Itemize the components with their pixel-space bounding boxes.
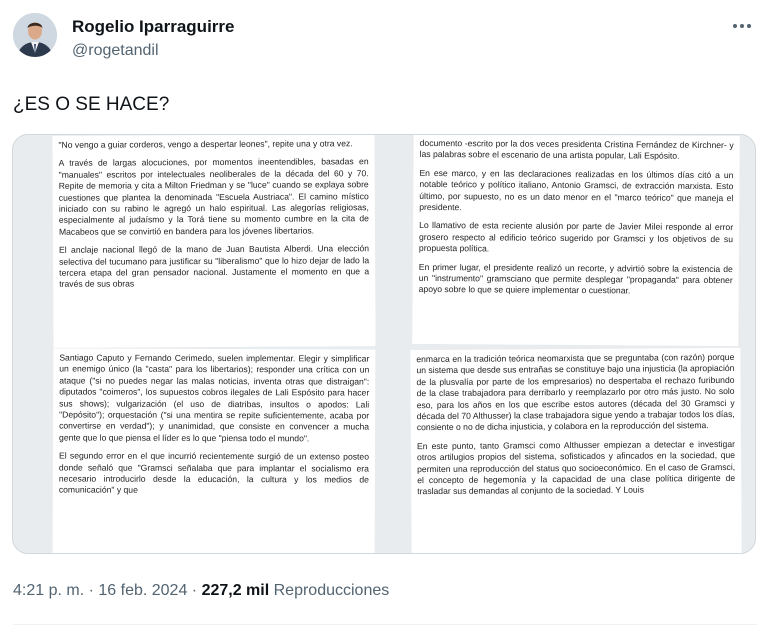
tweet-date[interactable]: 16 feb. 2024 [98,582,188,599]
newspaper-clipping-4 [410,348,741,554]
newspaper-clipping-1 [52,134,375,348]
avatar[interactable] [13,13,57,57]
author-handle[interactable]: @rogetandil [72,42,159,59]
clipping-paragraph: En ese marco, y en las declaraciones realizadas en los últimos días citó a un notable teórico y político italiano, Antonio Gramsci, de extracción marxista. Esto último, por supuesto, no es un dato menor en el "marco teórico" que maneja el presidente. [419,167,734,213]
clipping-paragraph: En este punto, tanto Gramsci como Althusser empiezan a detectar e investigar otros artilugios propios del sistema, sofisticados y afincados en la sociedad, que permiten una reproducción del status quo socioeconómico. En el caso de Gramsci, el concepto de hegemonía y la capacidad de una clase política dirigente de trasladar sus demandas al conjunto de la sociedad. Y Louis [416,438,736,497]
avatar-image [13,13,57,57]
more-horizontal-icon[interactable] [728,14,756,38]
clipping-paragraph: A través de largas alocuciones, por momentos ineentendibles, basadas en "manuales" escritos por intelectuales neoliberales de la década del 60 y 70. Repite de memoria y cita a Milton Friedman y se "luce" cuando se explaya sobre cuestiones que plantea la denominada "Escuela Austriaca". El camino místico iniciado con su rabino le agregó un halo espiritual. Las alegorías religiosas, especialmente al judaísmo y la Torá tiene su momento cumbre en la cita de Macabeos que se convirtió en bandera para los jóvenes libertarios. [58,156,369,237]
clipping-paragraph: "No vengo a guiar corderos, vengo a despertar leones", repite una y otra vez. [58,138,353,150]
clipping-paragraph: Lo llamativo de esta reciente alusión por parte de Javier Milei responde al error grosero respecto al edificio teórico sugerido por Gramsci y los objetivos de su propuesta política. [418,220,734,254]
newspaper-clipping-3 [53,348,376,554]
clipping-paragraph: En primer lugar, el presidente realizó un recorte, y advirtió sobre la existencia de un "instrumento" gramsciano que permite desplegar "propaganda" para obtener apoyo sobre lo que se quiere implementar o cuestionar. [418,261,733,296]
clipping-paragraph: documento -escrito por la dos veces presidenta Cristina Fernández de Kirchner- y las palabras sobre el escenario de una artista popular, Lali Espósito. [419,137,734,162]
tweet-text: ¿ES O SE HACE? [13,94,170,115]
views-label: Reproducciones [269,582,390,599]
tweet-metadata [13,580,389,602]
separator: · [187,582,202,599]
separator: · [84,582,99,599]
clipping-paragraph: El segundo error en el que incurrió recientemente surgió de un extenso posteo donde señaló que "Gramsci señalaba que para implantar el socialismo era necesario introducirlo desde la educación, la cultura y los medios de comunicación" y que [58,450,370,496]
clipping-paragraph: Santiago Caputo y Fernando Cerimedo, suelen implementar. Elegir y simplificar un enemigo único (la "casta" para los libertarios); responder una crítica con un ataque ("si no puedes negar las malas noticias, inventa otras que distraigan": diputados "coimeros", los supuestos cobros ilegales de Lali Espósito para hacer sus shows); vulgarización (el uso de diatribas, insultos o apodos: Lali "Depósito"); orquestación ("si una mentira se repite suficientemente, acaba por convertirse en verdad"); y unanimidad, que consiste en convencer a mucha gente que lo que piensa el líder es lo que "piensa todo el mundo". [59,352,370,444]
views-count: 227,2 mil [201,582,270,599]
clipping-paragraph: enmarca en la tradición teórica neomarxista que se preguntaba (con razón) porque un sistema que desde sus entrañas se constituye bajo una injusticia (la apropiación de la plusvalía por parte de los empresarios) no despertaba el rechazo furibundo de la clase trabajadora para derribarlo y reemplazarlo por otro más justo. No solo eso, para los años en los que escribe estos autores (década del 30 Gramsci y década del 70 Althusser) la clase trabajadora sigue yendo a trabajar todos los días, consiente o no de dicha injusticia, y colabora en la reproducción del sistema. [416,351,735,433]
newspaper-clipping-2 [412,134,739,346]
clipping-paragraph: El anclaje nacional llegó de la mano de Juan Bautista Alberdi. Una elección selectiva del tucumano para justificar su "liberalismo" que lo hizo dejar de lado la tercera etapa del gran pensador nacional. Justamente el momento en que a través de sus obras [59,243,370,290]
divider [13,624,757,625]
tweet-media-image[interactable] [12,134,756,554]
author-block [72,16,234,62]
author-name[interactable]: Rogelio Iparraguirre [72,17,235,36]
tweet-time[interactable]: 4:21 p. m. [13,582,85,599]
